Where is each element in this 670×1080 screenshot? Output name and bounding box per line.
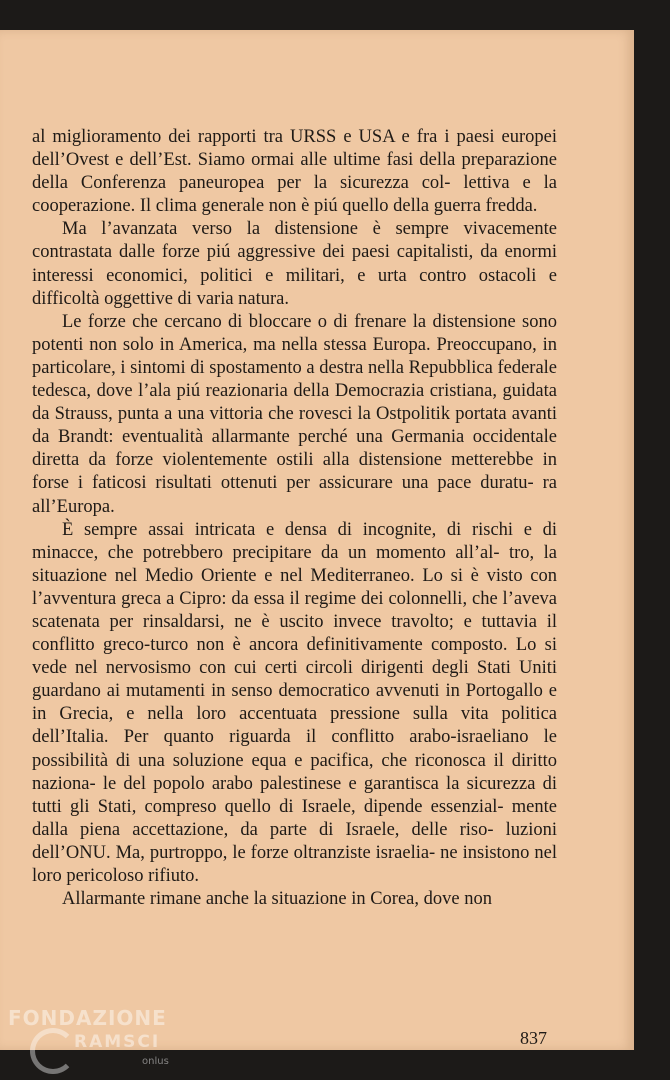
watermark-logo	[4, 1006, 174, 1076]
body-text	[32, 126, 557, 911]
watermark-onlus: onlus	[142, 1056, 169, 1067]
watermark-subtitle: RAMSCI	[74, 1032, 161, 1052]
g-logo-icon	[30, 1028, 76, 1074]
paragraph-1: al miglioramento dei rapporti tra URSS e USA e fra i paesi europei dell’Ovest e dell’Est. Siamo ormai alle ultime fasi della preparazione della Conferenza paneuropea per la sicurezza col- lettiva e la cooperazione. Il clima generale non è piú quello della guerra fredda.	[32, 127, 557, 217]
paragraph-4: È sempre assai intricata e densa di incognite, di rischi e di minacce, che potrebbero precipitare da un momento all’al- tro, la situazione nel Medio Oriente e nel Mediterraneo. Lo si è visto con l’avventura greca a Cipro: da essa il regime dei colonnelli, che l’aveva scatenata per rinsaldarsi, ne è uscito invece travolto; e tuttavia il conflitto greco-turco non è ancora definitivamente composto. Lo si vede nel nervosismo con cui certi circoli dirigenti degli Stati Uniti guardano ai mutamenti in senso democratico avvenuti in Portogallo e in Grecia, e nella loro accentuata pressione sulla vita politica dell’Italia. Per quanto riguarda il conflitto arabo-israeliano le possibilità di una soluzione equa e pacifica, che riconosca il diritto naziona- le del popolo arabo palestinese e garantisca la sicurezza di tutti gli Stati, compreso quello di Israele, dipende essenzial- mente dalla piena accettazione, da parte di Israele, delle riso- luzioni dell’ONU. Ma, purtroppo, le forze oltranziste israelia- ne insistono nel loro pericoloso rifiuto.	[32, 519, 557, 886]
watermark-title: FONDAZIONE	[8, 1006, 167, 1030]
page-number: 837	[520, 1028, 547, 1048]
book-page	[0, 30, 634, 1050]
paragraph-3: Le forze che cercano di bloccare o di frenare la distensione sono potenti non solo in America, ma nella stessa Europa. Preoccupano, in particolare, i sintomi di spostamento a destra nella Repubblica federale tedesca, dove l’ala piú reazionaria della Democrazia cristiana, guidata da Strauss, punta a una vittoria che rovesci la Ostpolitik portata avanti da Brandt: eventualità allarmante perché una Germania occidentale diretta da forze violentemente ostili alla distensione metterebbe in forse i faticosi risultati ottenuti per assicurare una pace duratu- ra all’Europa.	[32, 311, 558, 517]
paragraph-5: Allarmante rimane anche la situazione in Corea, dove non	[62, 889, 492, 910]
paragraph-2: Ma l’avanzata verso la distensione è sempre vivacemente contrastata dalle forze piú aggressive dei paesi capitalisti, da enormi interessi economici, politici e militari, e urta contro ostacoli e difficoltà oggettive di varia natura.	[32, 219, 557, 309]
